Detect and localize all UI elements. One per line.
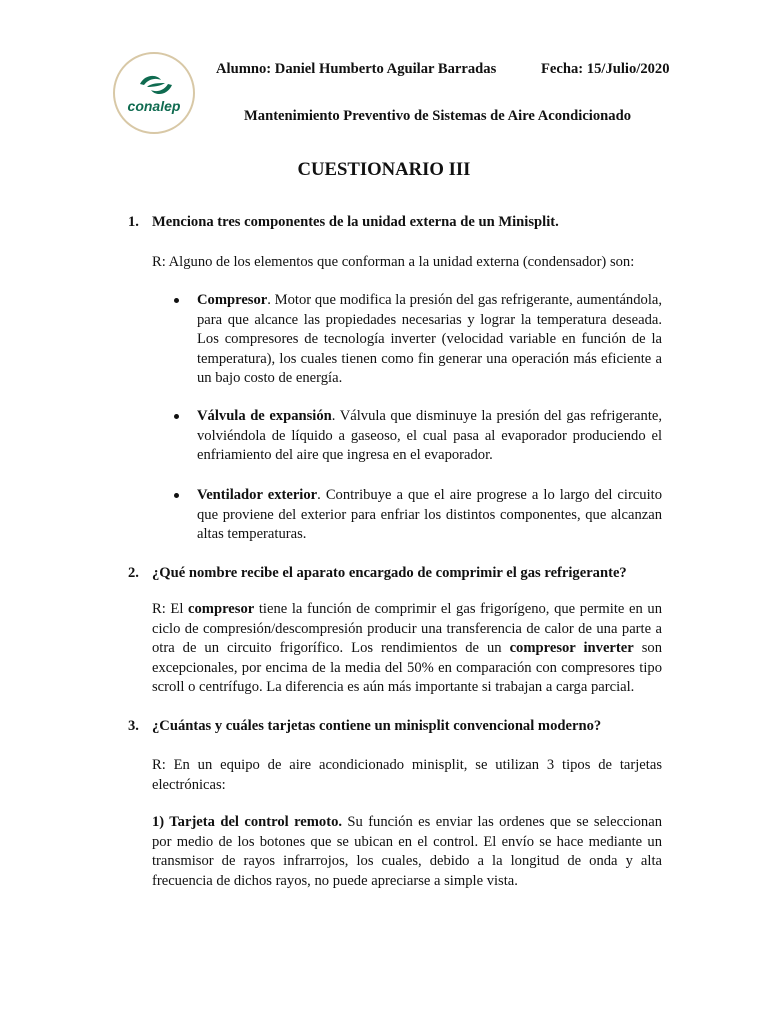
page-title: CUESTIONARIO III bbox=[297, 159, 471, 180]
list-item bbox=[197, 291, 662, 389]
answer-text: son excepcionales, por encima de la media del 50% en comparación con compresores tipo scroll o centrífugo. La diferencia es aún más importante si trabajan a carga parcial. bbox=[152, 640, 662, 696]
question-text: ¿Cuántas y cuáles tarjetas contiene un minisplit convencional moderno? bbox=[152, 718, 602, 734]
term: Ventilador exterior bbox=[197, 487, 318, 503]
question-text: ¿Qué nombre recibe el aparato encargado de comprimir el gas refrigerante? bbox=[152, 565, 627, 581]
question-number: 1. bbox=[128, 214, 139, 230]
answer-highlight: compresor inverter bbox=[509, 640, 634, 657]
logo-text: conalep bbox=[127, 98, 181, 114]
answer-text: tiene la función de comprimir el gas frigorígeno, que permite en un ciclo de compresión/descompresión producir una transferencia de calor de una parte a otra de un circuito frigorífico. Los rendimientos de un bbox=[152, 601, 662, 657]
bullet-icon bbox=[174, 493, 179, 498]
card-title: 1) Tarjeta del control remoto. bbox=[152, 814, 343, 830]
card-description: Su función es enviar las ordenes que se seleccionan por medio de los botones que se ubican en el control. El envío se hace mediante un transmisor de rayos infrarrojos, los cuales, debido a la longitud de onda y alta frecuencia de dichos rayos, no puede apreciarse a simple vista. bbox=[152, 814, 662, 889]
bullet-icon bbox=[174, 414, 179, 419]
answer-intro: R: Alguno de los elementos que conforman a la unidad externa (condensador) son: bbox=[152, 254, 635, 270]
list-item bbox=[197, 407, 662, 466]
answer-highlight: compresor bbox=[188, 601, 255, 617]
definition: . Contribuye a que el aire progrese a lo largo del circuito que proviene del exterior para enfriar los distintos componentes, que alcanzan altas temperaturas. bbox=[197, 487, 662, 543]
definition: . Válvula que disminuye la presión del gas refrigerante, volviéndola de líquido a gaseoso, el cual pasa al evaporador produciendo el enfriamiento del aire que ingresa en el evaporador. bbox=[197, 408, 663, 464]
definition: . Motor que modifica la presión del gas refrigerante, aumentándola, para que alcance las propiedades necesarias y lograr la temperatura deseada. Los compresores de tecnología inverter (velocidad variable en función de la temperatura), los cuales tienen como fin generar una operación más eficiente a un bajo costo de energía. bbox=[197, 292, 662, 387]
answer-paragraph bbox=[152, 600, 662, 698]
conalep-logo bbox=[113, 52, 195, 134]
term: Válvula de expansión bbox=[197, 408, 332, 424]
list-item bbox=[197, 486, 662, 545]
question-number: 2. bbox=[128, 565, 139, 581]
question-number: 3. bbox=[128, 718, 139, 734]
question-text: Menciona tres componentes de la unidad externa de un Minisplit. bbox=[152, 214, 559, 230]
answer-intro: R: En un equipo de aire acondicionado minisplit, se utilizan 3 tipos de tarjetas electrónicas: bbox=[152, 757, 662, 793]
conalep-emblem-icon bbox=[137, 72, 175, 98]
term: Compresor bbox=[197, 292, 268, 308]
answer-paragraph bbox=[152, 813, 662, 891]
date: Fecha: 15/Julio/2020 bbox=[541, 61, 670, 77]
answer-text: R: El bbox=[152, 601, 189, 617]
course-name: Mantenimiento Preventivo de Sistemas de Aire Acondicionado bbox=[244, 108, 631, 124]
bullet-icon bbox=[174, 298, 179, 303]
student-name: Alumno: Daniel Humberto Aguilar Barradas bbox=[216, 61, 497, 77]
